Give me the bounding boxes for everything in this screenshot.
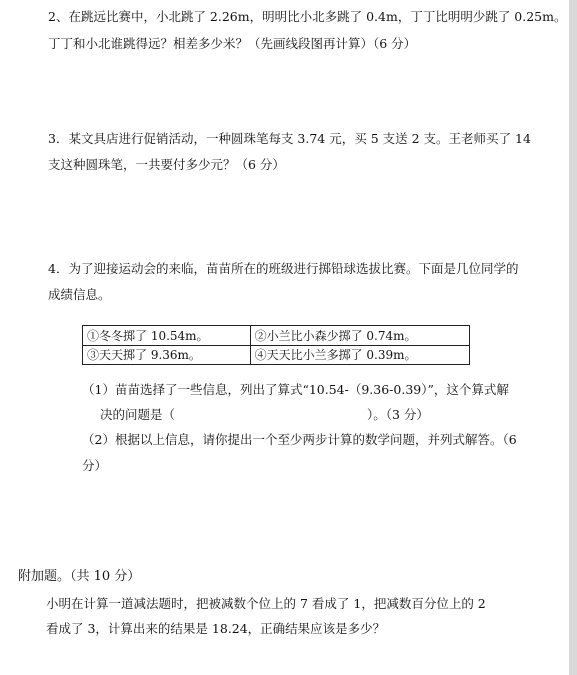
q4-sub1-line1: （1）苗苗选择了一些信息，列出了算式“10.54-（9.36-0.39）”，这个算式解 <box>82 382 509 397</box>
info-table <box>82 325 470 365</box>
bonus-line2: 看成了 3，计算出来的结果是 18.24，正确结果应该是多少？ <box>46 621 386 636</box>
q3-line1: 3．某文具店进行促销活动，一种圆珠笔每支 3.74 元，买 5 支送 2 支。王老师买了 14 <box>48 131 531 146</box>
q4-sub2-line1: （2）根据以上信息，请你提出一个至少两步计算的数学问题，并列式解答。（6 <box>82 432 517 447</box>
q2-line2: 丁丁和小北谁跳得远？相差多少米？（先画线段图再计算）（6 分） <box>48 36 417 51</box>
q4-sub1-line2-start: 决的问题是（ <box>100 407 176 422</box>
bonus-line1: 小明在计算一道减法题时，把被减数个位上的 7 看成了 1，把减数百分位上的 2 <box>46 596 486 611</box>
q4-line1: 4．为了迎接运动会的来临，苗苗所在的班级进行掷铅球选拔比赛。下面是几位同学的 <box>48 261 519 276</box>
bonus-title: 附加题。（共 10 分） <box>18 569 141 584</box>
q3-line2: 支这种圆珠笔，一共要付多少元？（6 分） <box>48 157 285 172</box>
q2-line1: 2、在跳远比赛中，小北跳了 2.26m，明明比小北多跳了 0.4m，丁丁比明明少跳了 0.25m。 <box>48 9 567 24</box>
table-cell: ②小兰比小森少掷了 0.74m。 <box>250 326 469 346</box>
table-cell: ①冬冬掷了 10.54m。 <box>83 326 251 346</box>
q4-sub2-line2: 分） <box>82 458 108 473</box>
q4-line2: 成绩信息。 <box>48 287 111 302</box>
table-row <box>83 345 470 365</box>
table-row <box>83 326 470 346</box>
q4-sub1-line2-end: ）。（3 分） <box>367 407 429 422</box>
table-cell: ④天天比小兰多掷了 0.39m。 <box>250 345 469 365</box>
page-edge <box>569 0 577 675</box>
table-cell: ③天天掷了 9.36m。 <box>83 345 251 365</box>
